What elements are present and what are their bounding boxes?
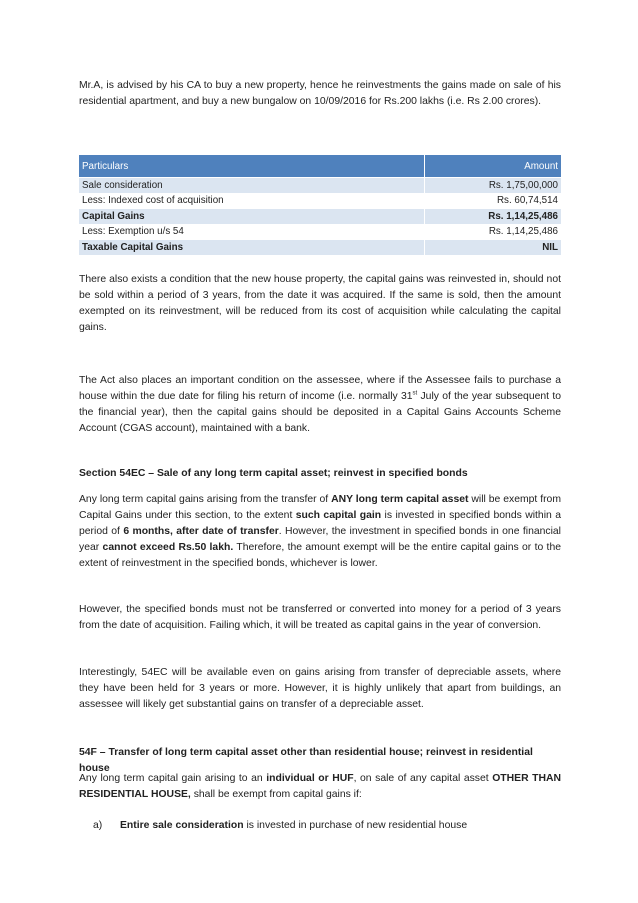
section-54ec-heading: Section 54EC – Sale of any long term capital asset; reinvest in specified bonds — [79, 468, 468, 479]
row-amount: Rs. 1,14,25,486 — [425, 224, 562, 240]
bold-run: such capital gain — [295, 510, 382, 521]
row-label: Sale consideration — [79, 178, 425, 194]
list-item — [93, 818, 561, 834]
table-row — [79, 193, 561, 209]
text-run: is invested in purchase of new residential house — [243, 820, 468, 831]
section-54ec-paragraph-1 — [79, 492, 561, 572]
text-run: shall be exempt from capital gains if: — [190, 789, 362, 800]
list-marker: a) — [93, 820, 103, 831]
table-header-row — [79, 155, 561, 178]
table-row — [79, 240, 561, 256]
bold-run: 6 months, after date of transfer — [123, 526, 279, 537]
row-label: Less: Exemption u/s 54 — [79, 224, 425, 240]
row-amount: Rs. 1,14,25,486 — [425, 209, 562, 225]
bold-run: ANY long term capital asset — [331, 494, 469, 505]
text-run: is invested in specified bonds within a period of — [79, 510, 561, 537]
text-run: Any long term capital gain arising to an — [79, 773, 267, 784]
section-54ec-paragraph-3: Interestingly, 54EC will be available even on gains arising from transfer of depreciable assets, where they have been held for 3 years or more. However, it is highly unlikely that apart from buildings, an assessee will likely get substantial gains on transfer of a depreciable asset. — [79, 667, 561, 710]
cgas-text-1: The Act also places an important condition on the assessee, where if the Assessee fails to purchase a house within the due date for filing his return of income (i.e. normally 31 — [79, 375, 561, 402]
row-label: Taxable Capital Gains — [79, 240, 425, 256]
bold-run: cannot exceed Rs.50 lakh. — [102, 542, 234, 553]
row-label: Capital Gains — [79, 209, 425, 225]
bold-run: OTHER THAN RESIDENTIAL HOUSE, — [79, 773, 561, 800]
section-54ec-paragraph-2: However, the specified bonds must not be transferred or converted into money for a period of 3 years from the date of acquisition. Failing which, it will be treated as capital gains in the year of conversion. — [79, 604, 561, 631]
text-run: will be exempt from Capital Gains under this section, to the extent — [79, 494, 561, 521]
cgas-paragraph — [79, 373, 561, 437]
amount-header: Amount — [425, 155, 562, 178]
particulars-header: Particulars — [79, 155, 425, 178]
text-run: Therefore, the amount exempt will be the entire capital gains or to the extent of reinvestment in the specified bonds, whichever is lower. — [79, 542, 561, 569]
row-amount: Rs. 60,74,514 — [425, 193, 562, 209]
section-54f-paragraph-1 — [79, 771, 561, 803]
text-run: Any long term capital gains arising from the transfer of — [79, 494, 332, 505]
cgas-ordinal: st — [412, 390, 418, 397]
text-run: , on sale of any capital asset — [353, 773, 493, 784]
text-run: . However, the investment in specified bonds in one financial year — [79, 526, 561, 553]
table-row — [79, 178, 561, 194]
table-row — [79, 224, 561, 240]
row-amount: NIL — [425, 240, 562, 256]
cgas-text-2: July of the year subsequent to the financial year), then the capital gains should be deposited in a Capital Gains Accounts Scheme Account (CGAS account), maintained with a bank. — [79, 391, 561, 434]
row-label: Less: Indexed cost of acquisition — [79, 193, 425, 209]
intro-paragraph: Mr.A, is advised by his CA to buy a new property, hence he reinvestments the gains made on sale of his residential apartment, and buy a new bungalow on 10/09/2016 for Rs.200 lakhs (i.e. Rs 2.00 crores). — [79, 80, 561, 107]
bold-run: Entire sale consideration — [120, 820, 244, 831]
table-row — [79, 209, 561, 225]
row-amount: Rs. 1,75,00,000 — [425, 178, 562, 194]
condition-paragraph: There also exists a condition that the new house property, the capital gains was reinvested in, should not be sold within a period of 3 years, from the date it was acquired. If the same is sold, then the amount exempted on its reinvestment, will be reduced from its cost of acquisition while calculating the capital gains. — [79, 274, 561, 333]
bold-run: individual or HUF — [266, 773, 354, 784]
capital-gains-table — [79, 155, 561, 256]
section-54f-heading: 54F – Transfer of long term capital asset other than residential house; reinvest in residential house — [79, 747, 533, 774]
